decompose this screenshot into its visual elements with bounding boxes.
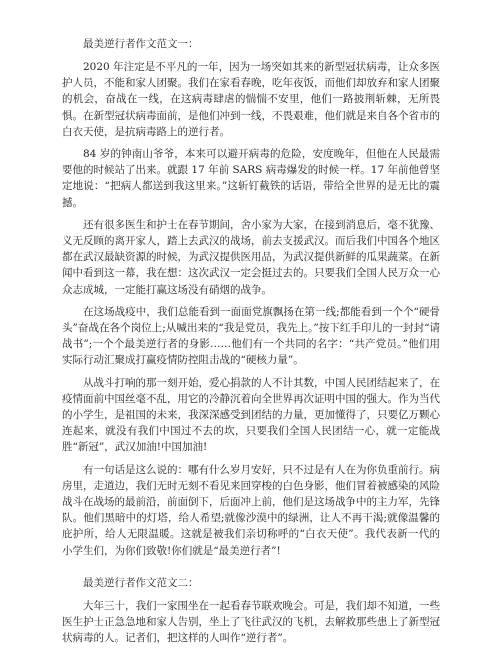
document-body bbox=[62, 36, 440, 653]
section-1-paragraph-1: 2020 年注定是不平凡的一年，因为一场突如其来的新型冠状病毒，让众多医护人员，不能和家人团聚。我们在家看春晚，吃年夜饭，而他们却放弃和家人团聚的机会，奋战在一线，在这病毒肆虐的惴惴不安里，他们一路披荆斩棘，无所畏惧。在新型冠状病毒面前，是他们冲到一线，不畏艰难，他们就是来自各个省市的白衣天使，是抗病毒路上的逆行者。 bbox=[62, 61, 440, 138]
section-1-title: 最美逆行者作文范文一： bbox=[83, 38, 199, 50]
section-1-paragraph-4: 在这场战疫中，我们总能看到一面面党旗飘扬在第一线;都能看到一个个“硬骨头”奋战在各个岗位上;从喊出来的“我是党员，我先上。”按下红手印儿的一封封“请战书”;一个个最美逆行者的身影……他们有一个共同的名字：“共产党员。”他们用实际行动汇聚成打赢疫情防控阻击战的“硬核力量”。 bbox=[62, 305, 440, 367]
section-1-paragraph-3: 还有很多医生和护士在春节期间，舍小家为大家，在接到消息后，毫不犹豫、义无反顾的离开家人，踏上去武汉的战场，前去支援武汉。而后我们中国各个地区都在武汉最缺资源的时候，为武汉提供医用品，为武汉提供新鲜的瓜果蔬菜。在新闻中看到这一幕，我在想：这次武汉一定会挺过去的。只要我们全国人民万众一心众志成城，一定能打赢这场没有硝烟的战争。 bbox=[62, 218, 440, 296]
section-1-paragraph-2: 84 岁的钟南山爷爷，本来可以避开病毒的危险，安度晚年，但他在人民最需要他的时候站了出来。就跟 17 年前 SARS 病毒爆发的时候一样。17 年前他曾坚定地说：“把病人都送到我这里来。”这斩钉截铁的话语，带给全世界的是无比的震撼。 bbox=[62, 148, 440, 209]
section-spacer bbox=[62, 565, 440, 575]
section-1-paragraph-6: 有一句话是这么说的：哪有什么岁月安好，只不过是有人在为你负重前行。病房里，走道边，我们无时无刻不看见来回穿梭的白色身影，他们冒着被感染的风险战斗在战场的最前沿，前面倒下，后面冲上前，他们是这场战争中的主力军，先锋队。他们黑暗中的灯塔，给人希望;就像沙漠中的绿洲，让人不再干渴;就像温馨的庇护所，给人无限温暖。这就是被我们亲切称呼的“白衣天使”。我代表新一代的小学生们，为你们致敬!你们就是“最美逆行者”! bbox=[62, 463, 440, 557]
section-1-paragraph-5: 从战斗打响的那一刻开始，爱心捐款的人不计其数，中国人民团结起来了，在疫情面前中国丝毫不乱，用它的冷静沉着向全世界再次证明中国的强大。作为当代的小学生，是祖国的未来，我深深感受到团结的力量，更加懂得了，只要亿万颗心连起来，就没有我们中国过不去的坎，只要我们全国人民团结一心，就一定能战胜“新冠”，武汉加油!中国加油! bbox=[62, 376, 440, 454]
section-2-paragraph-1: 大年三十，我们一家围坐在一起看春节联欢晚会。可是，我们却不知道，一些医生护士正急急地和家人告别，坐上了飞往武汉的飞机，去解救那些患上了新型冠状病毒的人。记者们，把这样的人叫作“逆行者”。 bbox=[62, 599, 440, 645]
section-2-title: 最美逆行者作文范文二： bbox=[83, 576, 199, 589]
